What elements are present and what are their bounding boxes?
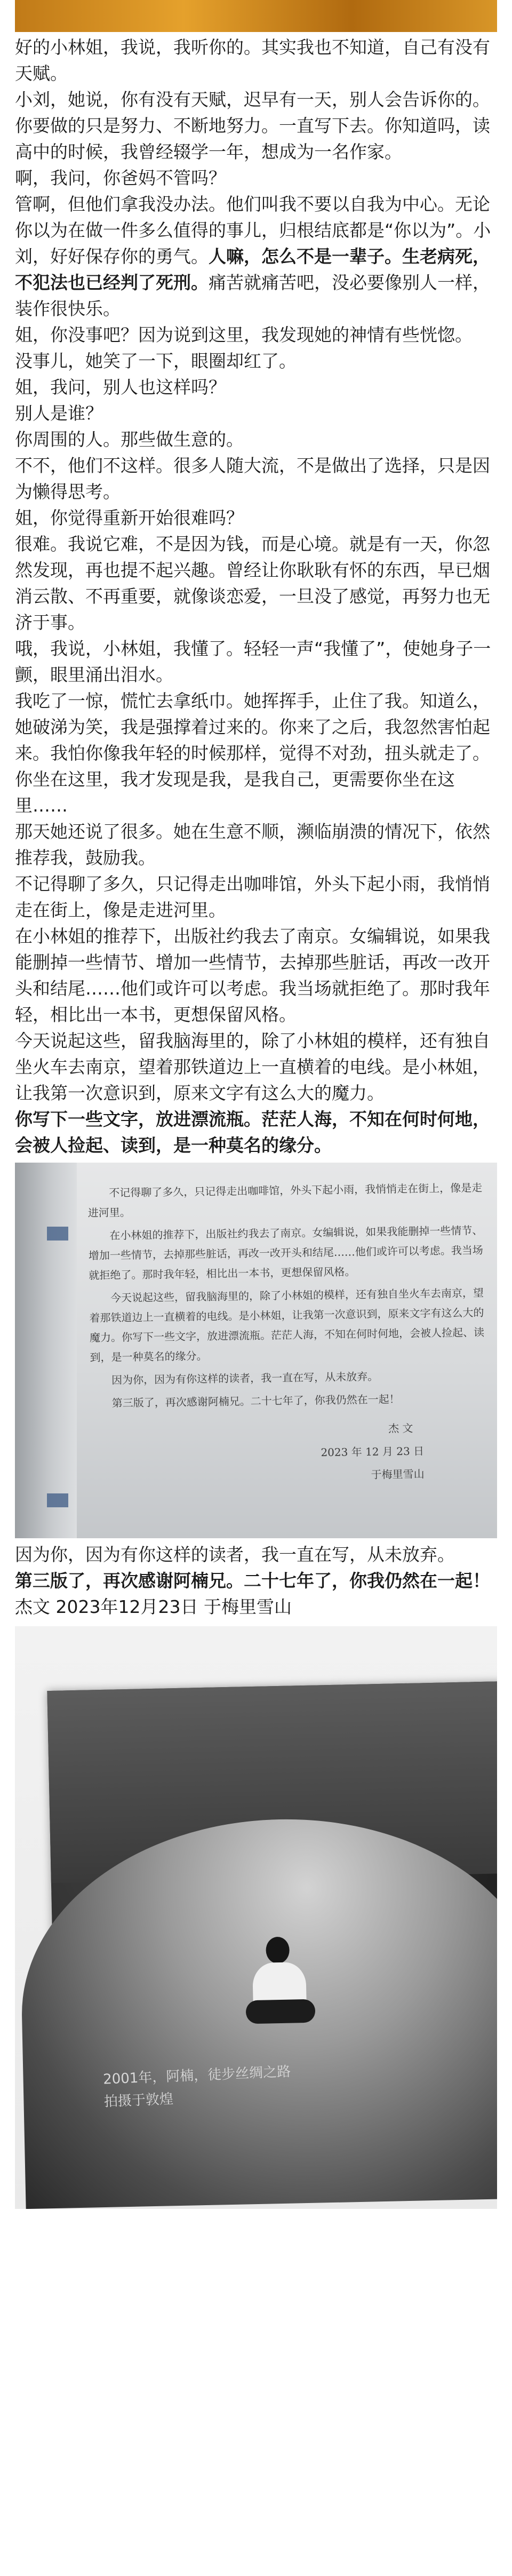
photo-caption-line: 拍摄于敦煌 bbox=[103, 2091, 174, 2110]
caption-signoff: 杰文 2023年12月23日 于梅里雪山 bbox=[15, 1596, 292, 1617]
bold-span: 人嘛，怎么不是一辈子。生老病死，不犯法也已经判了死刑。 bbox=[15, 246, 490, 293]
paragraph: 姐，你没事吧？因为说到这里，我发现她的神情有些恍惚。 bbox=[15, 324, 473, 345]
paragraph: 哦，我说，小林姐，我懂了。轻轻一声“我懂了”，使她身子一颤，眼里涌出泪水。 bbox=[15, 638, 491, 685]
photo-caption-line: 2001年，阿楠，徒步丝绸之路 bbox=[102, 2063, 291, 2088]
paragraph: 很难。我说它难，不是因为钱，而是心境。就是有一天，你忽然发现，再也提不起兴趣。曾经让你耿耿有怀的东西，早已烟消云散、不再重要，就像谈恋爱，一旦没了感觉，再努力也无济于事。 bbox=[15, 534, 490, 633]
person-head bbox=[266, 1937, 290, 1964]
book-line: 因为你，因为有你这样的读者，我一直在写，从未放弃。 bbox=[111, 1370, 379, 1387]
article-body bbox=[0, 32, 512, 1158]
book-line: 不记得聊了多久，只记得走出咖啡馆，外头下起小雨，我悄悄走在街上，像是走进河里。 bbox=[87, 1181, 483, 1220]
paragraph: 我吃了一惊，慌忙去拿纸巾。她挥挥手，止住了我。知道么，她破涕为笑，我是强撑着过来的。你来了之后，我忽然害怕起来。我怕你像我年轻的时候那样，觉得不对劲，扭头就走了。你坐在这里，我才发现是我，是我自己，更需要你坐在这里…… bbox=[15, 690, 490, 816]
caption-line: 因为你，因为有你这样的读者，我一直在写，从未放弃。 bbox=[15, 1544, 455, 1565]
photo-person bbox=[244, 1936, 316, 2029]
paragraph: 那天她还说了很多。她在生意不顺，濒临崩溃的情况下，依然推荐我，鼓励我。 bbox=[15, 821, 490, 868]
book-page-photo bbox=[15, 1163, 497, 1538]
text-span: 痛苦就痛苦吧，没必要像别人一样，装作很快乐。 bbox=[15, 272, 490, 319]
paragraph: 姐，我问，别人也这样吗？ bbox=[15, 377, 226, 397]
paragraph: 你周围的人。那些做生意的。 bbox=[15, 429, 244, 450]
spine-mark bbox=[47, 1227, 68, 1241]
caption-bold-line: 第三版了，再次感谢阿楠兄。二十七年了，你我仍然在一起！ bbox=[15, 1570, 490, 1591]
paragraph: 没事儿，她笑了一下，眼圈却红了。 bbox=[15, 351, 297, 371]
paragraph: 在小林姐的推荐下，出版社约我去了南京。女编辑说，如果我能删掉一些情节、增加一些情节，去掉那些脏话，再改一改开头和结尾……他们或许可以考虑。我当场就拒绝了。那时我年轻，相比出一本书，更想保留风格。 bbox=[15, 926, 490, 1025]
book-place: 于梅里雪山 bbox=[371, 1467, 425, 1481]
paragraph: 好的小林姐，我说，我听你的。其实我也不知道，自己有没有天赋。 bbox=[15, 37, 490, 84]
desert-photo bbox=[15, 1626, 497, 2209]
closing-bold-paragraph: 你写下一些文字，放进漂流瓶。茫茫人海，不知在何时何地，会被人捡起、读到，是一种莫名的缘分。 bbox=[15, 1109, 490, 1156]
book-line: 今天说起这些，留我脑海里的，除了小林姐的模样，还有独自坐火车去南京，望着那铁道边上一直横着的电线。是小林姐，让我第一次意识到，原来文字有这么大的魔力。你写下一些文字，放进漂流瓶。茫茫人海，不知在何时何地，会被人捡起、读到，是一种莫名的缘分。 bbox=[89, 1286, 485, 1364]
paragraph-guan bbox=[15, 191, 497, 322]
spine-mark bbox=[47, 1493, 68, 1507]
paragraph: 小刘，她说，你有没有天赋，迟早有一天，别人会告诉你的。你要做的只是努力、不断地努力。一直写下去。你知道吗，读高中的时候，我曾经辍学一年，想成为一名作家。 bbox=[15, 89, 490, 162]
paragraph: 今天说起这些，留我脑海里的，除了小林姐的模样，还有独自坐火车去南京，望着那铁道边上一直横着的电线。是小林姐，让我第一次意识到，原来文字有这么大的魔力。 bbox=[15, 1030, 490, 1103]
paragraph: 别人是谁？ bbox=[15, 403, 103, 424]
book-date: 2023 年 12 月 23 日 bbox=[321, 1444, 425, 1459]
book-line: 第三版了，再次感谢阿楠兄。二十七年了，你我仍然在一起！ bbox=[111, 1393, 400, 1410]
book-spine bbox=[15, 1163, 77, 1538]
photo-caption bbox=[102, 2061, 292, 2113]
caption-block bbox=[0, 1538, 512, 1620]
book-page-text bbox=[87, 1178, 489, 1492]
book-line: 在小林姐的推荐下，出版社约我去了南京。女编辑说，如果我能删掉一些情节、增加一些情节，去掉那些脏话，再改一改开头和结尾……他们或许可以考虑。我当场就拒绝了。那时我年轻，相比出一本书，更想保留风格。 bbox=[88, 1223, 483, 1282]
paragraph: 不不，他们不这样。很多人随大流，不是做出了选择，只是因为懒得思考。 bbox=[15, 455, 490, 502]
book-signature: 杰 文 bbox=[388, 1421, 413, 1435]
person-legs bbox=[246, 1999, 316, 2024]
paragraph: 不记得聊了多久，只记得走出咖啡馆，外头下起小雨，我悄悄走在街上，像是走进河里。 bbox=[15, 873, 490, 920]
photo-print bbox=[47, 1681, 497, 2187]
text-span: 管啊，但他们拿我没办法。他们叫我不要以自我为中心。无论你以为在做一件多么值得的事儿，归根结底都是“你以为”。小刘，好好保存你的勇气。 bbox=[15, 194, 491, 267]
paragraph: 姐，你觉得重新开始很难吗？ bbox=[15, 507, 244, 528]
paragraph: 啊，我问，你爸妈不管吗？ bbox=[15, 168, 226, 188]
top-photo-crop bbox=[15, 0, 497, 32]
